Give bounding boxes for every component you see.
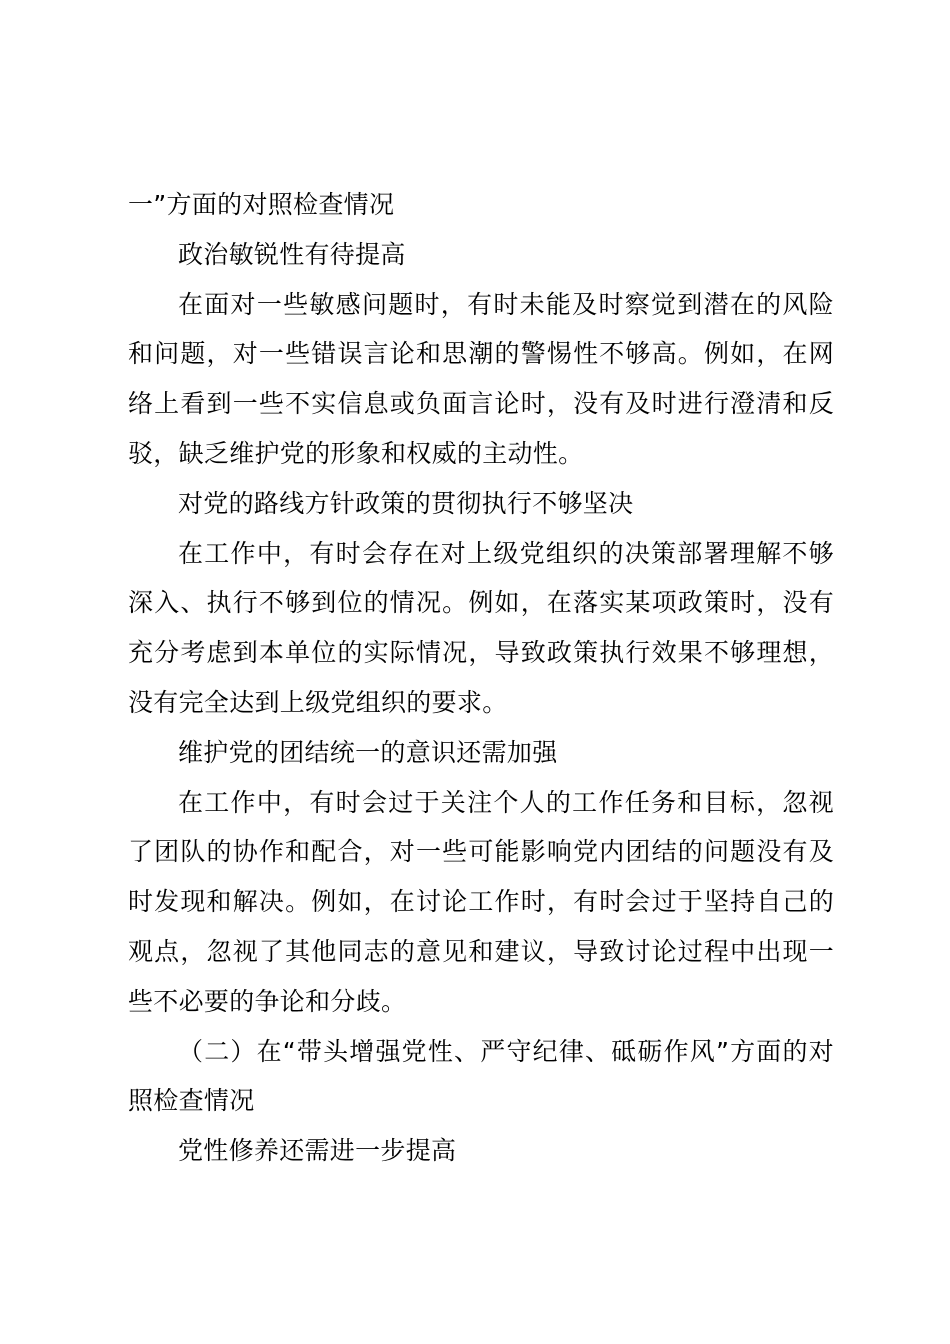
body-paragraph: 在工作中，有时会存在对上级党组织的决策部署理解不够深入、执行不够到位的情况。例如，在落实某项政策时，没有充分考虑到本单位的实际情况，导致政策执行效果不够理想，没有完全达到上级党组织的要求。 [128,538,834,717]
section-heading-two: （二）在“带头增强党性、严守纪律、砥砺作风”方面的对照检查情况 [128,1036,834,1116]
subheading-political-sensitivity: 政治敏锐性有待提高 [178,239,406,269]
subheading-party-unity: 维护党的团结统一的意识还需加强 [178,737,558,767]
subheading-party-spirit: 党性修养还需进一步提高 [178,1136,457,1166]
document-body [128,180,834,1176]
subheading-policy-implementation: 对党的路线方针政策的贯彻执行不够坚决 [178,488,634,518]
section-heading-continuation: 一”方面的对照检查情况 [128,190,395,219]
body-paragraph: 在面对一些敏感问题时，有时未能及时察觉到潜在的风险和问题，对一些错误言论和思潮的警惕性不够高。例如，在网络上看到一些不实信息或负面言论时，没有及时进行澄清和反驳，缺乏维护党的形象和权威的主动性。 [128,289,834,468]
body-paragraph: 在工作中，有时会过于关注个人的工作任务和目标，忽视了团队的协作和配合，对一些可能影响党内团结的问题没有及时发现和解决。例如，在讨论工作时，有时会过于坚持自己的观点，忽视了其他同志的意见和建议，导致讨论过程中出现一些不必要的争论和分歧。 [128,787,834,1016]
